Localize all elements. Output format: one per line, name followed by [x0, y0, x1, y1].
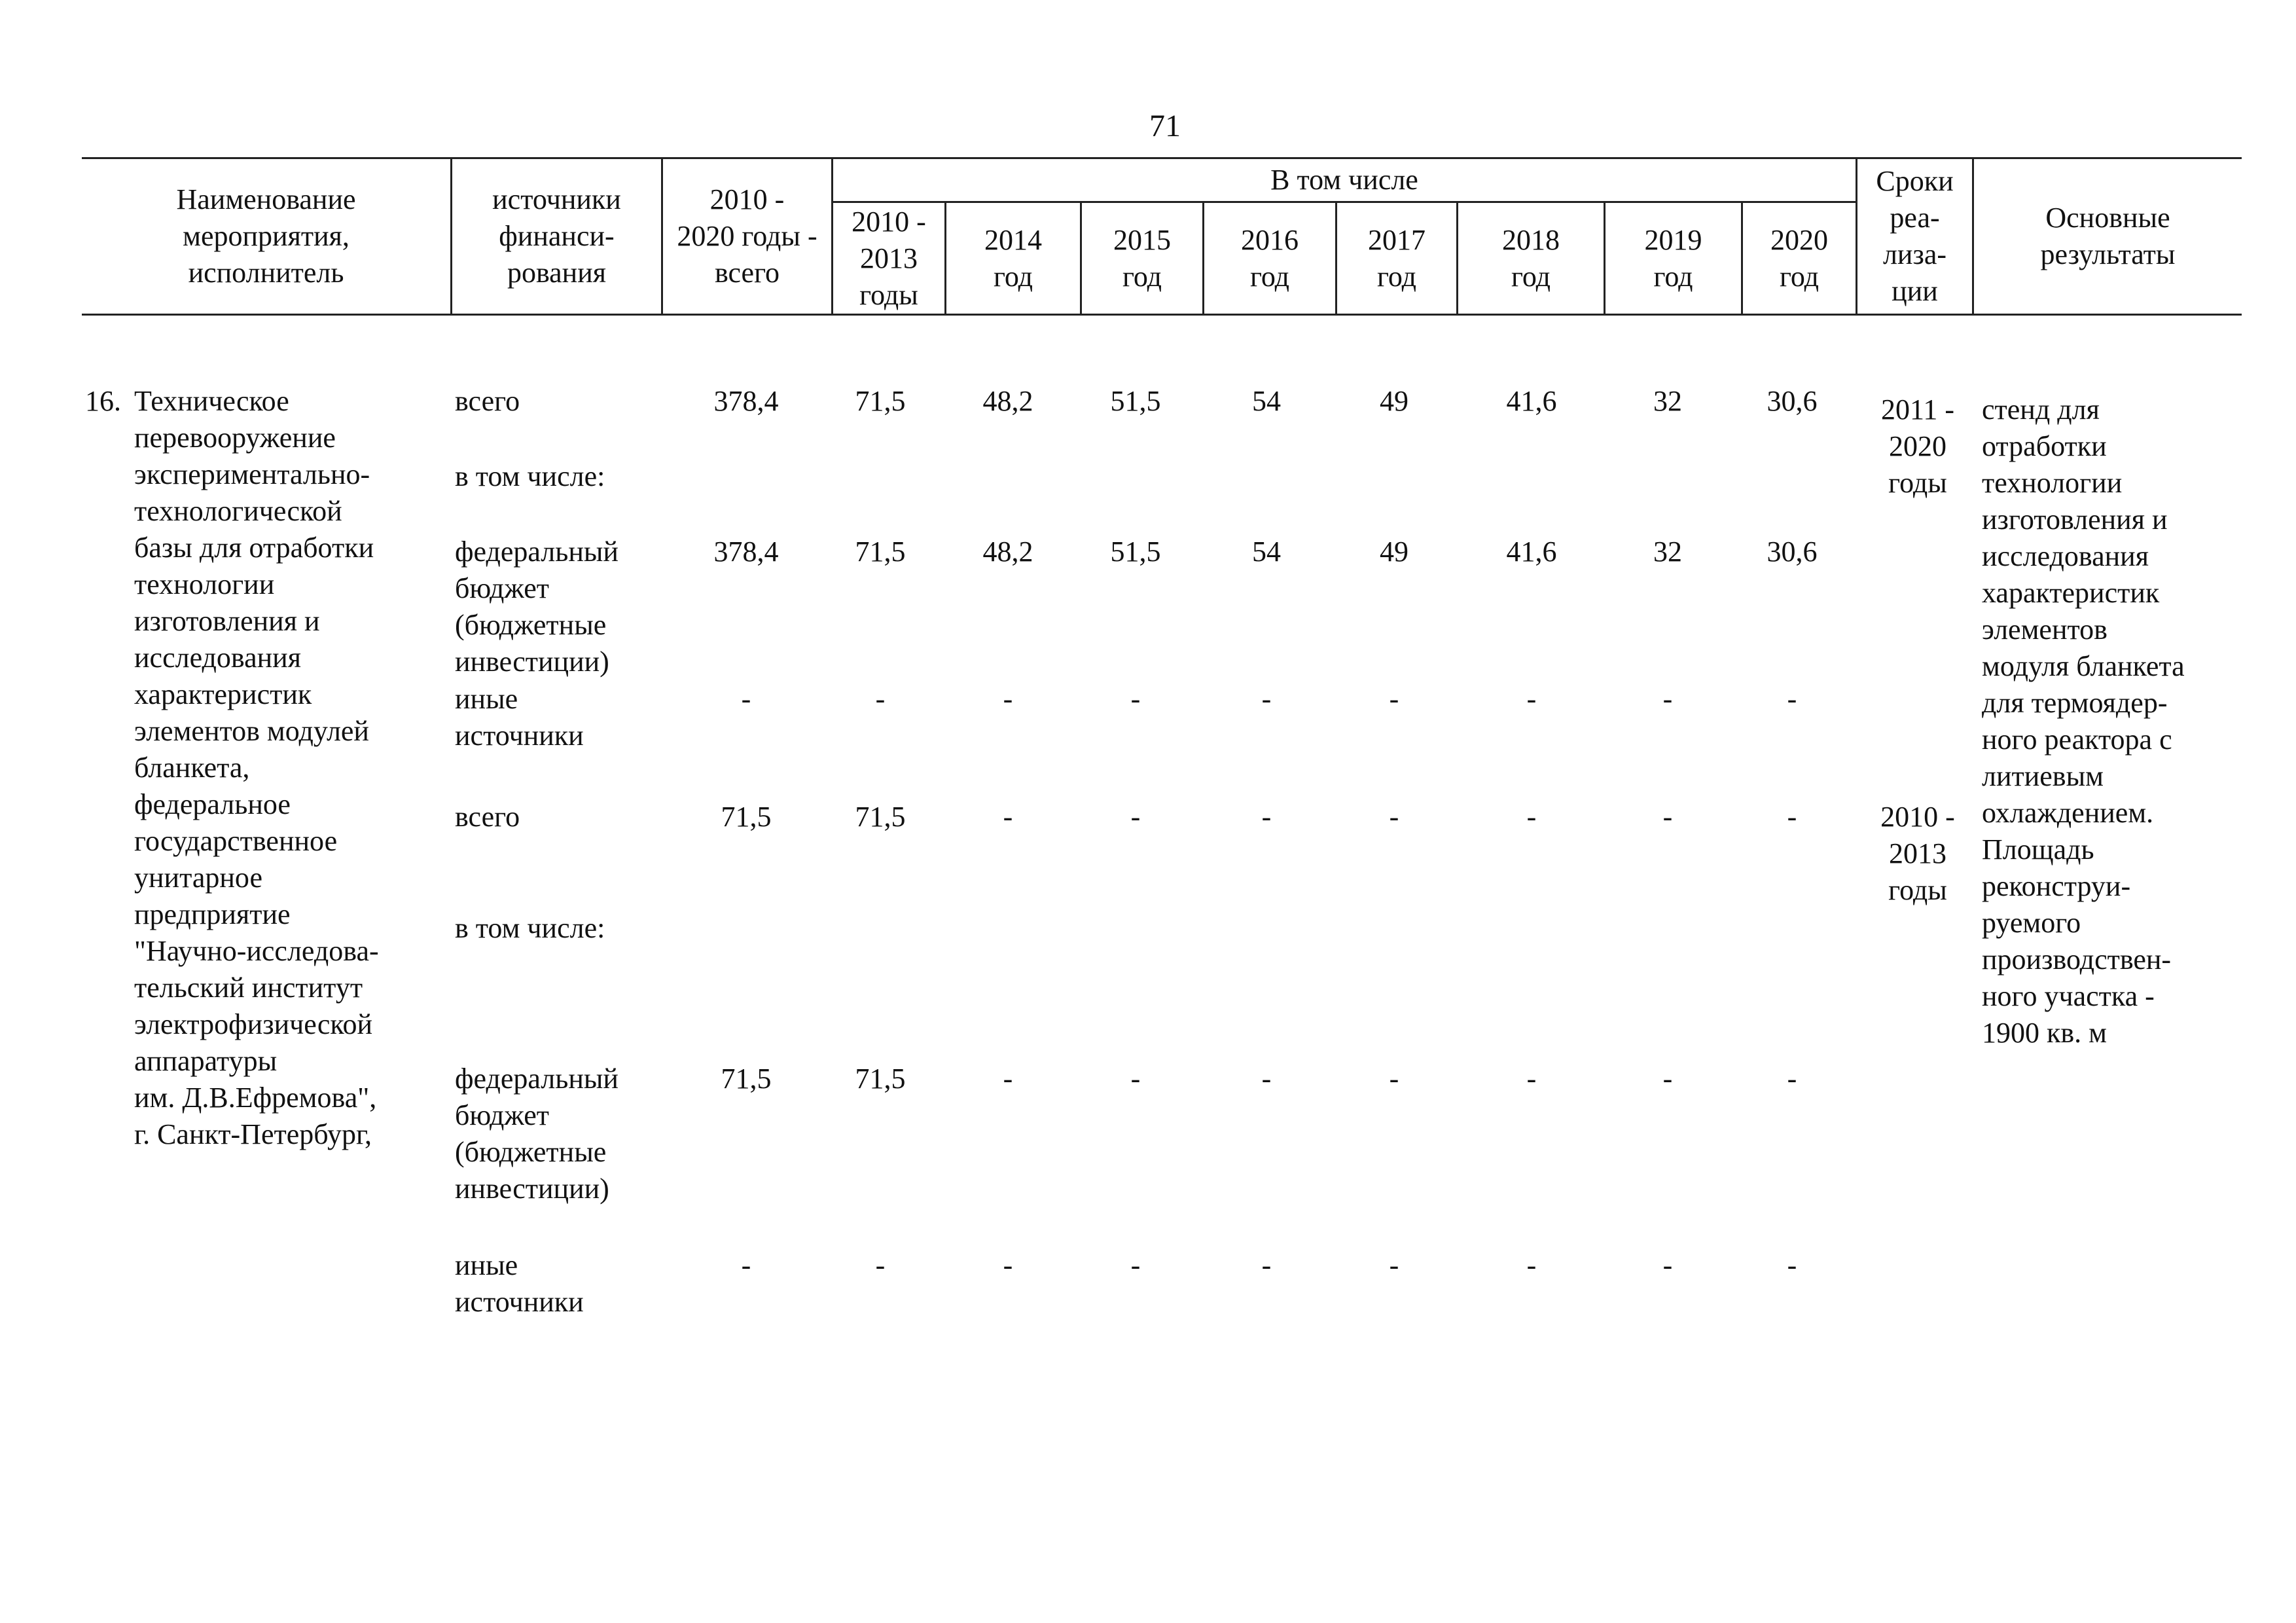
header-2020: 2020 год [1770, 223, 1828, 293]
row-source: иные источники [455, 683, 584, 752]
row-value: - [1787, 683, 1797, 715]
row-source: в том числе: [455, 912, 605, 944]
page-number: 71 [1149, 109, 1181, 143]
header-2014: 2014 год [984, 223, 1042, 293]
row-value: - [1003, 1063, 1013, 1095]
row-value: 54 [1252, 385, 1281, 417]
row-value: - [1526, 1063, 1537, 1095]
row-value: 378,4 [713, 385, 779, 417]
row-value: - [1130, 1063, 1141, 1095]
row-value: 41,6 [1506, 385, 1557, 417]
row-value: - [1662, 801, 1673, 833]
row-value: 71,5 [721, 1063, 772, 1095]
row-value: - [1662, 683, 1673, 715]
term-2011-2020: 2011 - 2020 годы [1880, 393, 1955, 499]
item-number: 16. [85, 385, 121, 417]
row-value: - [1261, 683, 1272, 715]
header-2017: 2017 год [1368, 223, 1426, 293]
row-value: 49 [1380, 536, 1408, 568]
header-sources: источники финанси- рования [492, 183, 621, 289]
row-source: всего [455, 385, 520, 417]
row-value: 32 [1653, 536, 1682, 568]
header-name: Наименование мероприятия, исполнитель [176, 183, 356, 289]
row-value: - [1130, 683, 1141, 715]
row-value: - [1787, 1249, 1797, 1281]
row-value: - [1662, 1063, 1673, 1095]
row-source: всего [455, 801, 520, 833]
row-value: 48,2 [982, 536, 1033, 568]
header-2015: 2015 год [1113, 223, 1171, 293]
row-value: - [741, 683, 751, 715]
row-value: 30,6 [1767, 536, 1818, 568]
header-results: Основные результаты [2040, 202, 2176, 270]
row-value: - [1261, 1063, 1272, 1095]
row-value: - [1003, 1249, 1013, 1281]
row-value: - [875, 1249, 886, 1281]
header-total: 2010 - 2020 годы - всего [677, 183, 817, 289]
row-value: 51,5 [1110, 385, 1161, 417]
row-value: - [1003, 683, 1013, 715]
row-value: 71,5 [855, 801, 906, 833]
row-value: - [1130, 1249, 1141, 1281]
header-2016: 2016 год [1241, 223, 1299, 293]
row-value: 71,5 [721, 801, 772, 833]
header-2018: 2018 год [1502, 223, 1560, 293]
row-value: - [1787, 1063, 1797, 1095]
row-value: 41,6 [1506, 536, 1557, 568]
row-value: 378,4 [713, 536, 779, 568]
row-value: 48,2 [982, 385, 1033, 417]
row-source: федеральный бюджет (бюджетные инвестиции) [455, 536, 619, 678]
table-header [82, 157, 2242, 316]
row-value: 71,5 [855, 536, 906, 568]
row-value: - [741, 1249, 751, 1281]
row-value: 32 [1653, 385, 1682, 417]
row-value: 49 [1380, 385, 1408, 417]
row-source: в том числе: [455, 460, 605, 492]
row-value: - [1261, 1249, 1272, 1281]
row-value: - [1003, 801, 1013, 833]
row-value: - [1526, 801, 1537, 833]
row-value: 54 [1252, 536, 1281, 568]
row-value: - [1389, 1249, 1399, 1281]
row-value: - [1787, 801, 1797, 833]
row-source: федеральный бюджет (бюджетные инвестиции) [455, 1063, 619, 1205]
row-value: 51,5 [1110, 536, 1161, 568]
item-name: Техническое перевооружение экспериментально- технологической базы для отработки технологии изготовления и исследования характеристик элементов модулей бланкета, федеральное государственное унитарное предприятие "Научно-исследова- тельский институт электрофизической аппаратуры им. Д.В.Ефремова", г. Санкт-Петербург, [134, 385, 379, 1150]
item-results: стенд для отработки технологии изготовления и исследования характеристик элементов модуля бланкета для термоядер- ного реактора с литиевым охлаждением. Площадь реконструи- руемого производствен- ного участка - 1900 кв. м [1982, 393, 2185, 1049]
header-including: В том числе [1270, 164, 1418, 196]
row-source: иные источники [455, 1249, 584, 1318]
header-2019: 2019 год [1644, 223, 1702, 293]
row-value: - [875, 683, 886, 715]
row-value: 30,6 [1767, 385, 1818, 417]
row-value: - [1389, 801, 1399, 833]
row-value: - [1389, 1063, 1399, 1095]
row-value: - [1526, 1249, 1537, 1281]
header-terms: Сроки реа- лиза- ции [1876, 165, 1954, 307]
row-value: - [1662, 1249, 1673, 1281]
term-2010-2013: 2010 - 2013 годы [1880, 801, 1955, 906]
row-value: - [1389, 683, 1399, 715]
row-value: - [1130, 801, 1141, 833]
row-value: 71,5 [855, 385, 906, 417]
row-value: - [1526, 683, 1537, 715]
row-value: 71,5 [855, 1063, 906, 1095]
row-value: - [1261, 801, 1272, 833]
header-2010-2013: 2010 - 2013 годы [852, 205, 926, 311]
